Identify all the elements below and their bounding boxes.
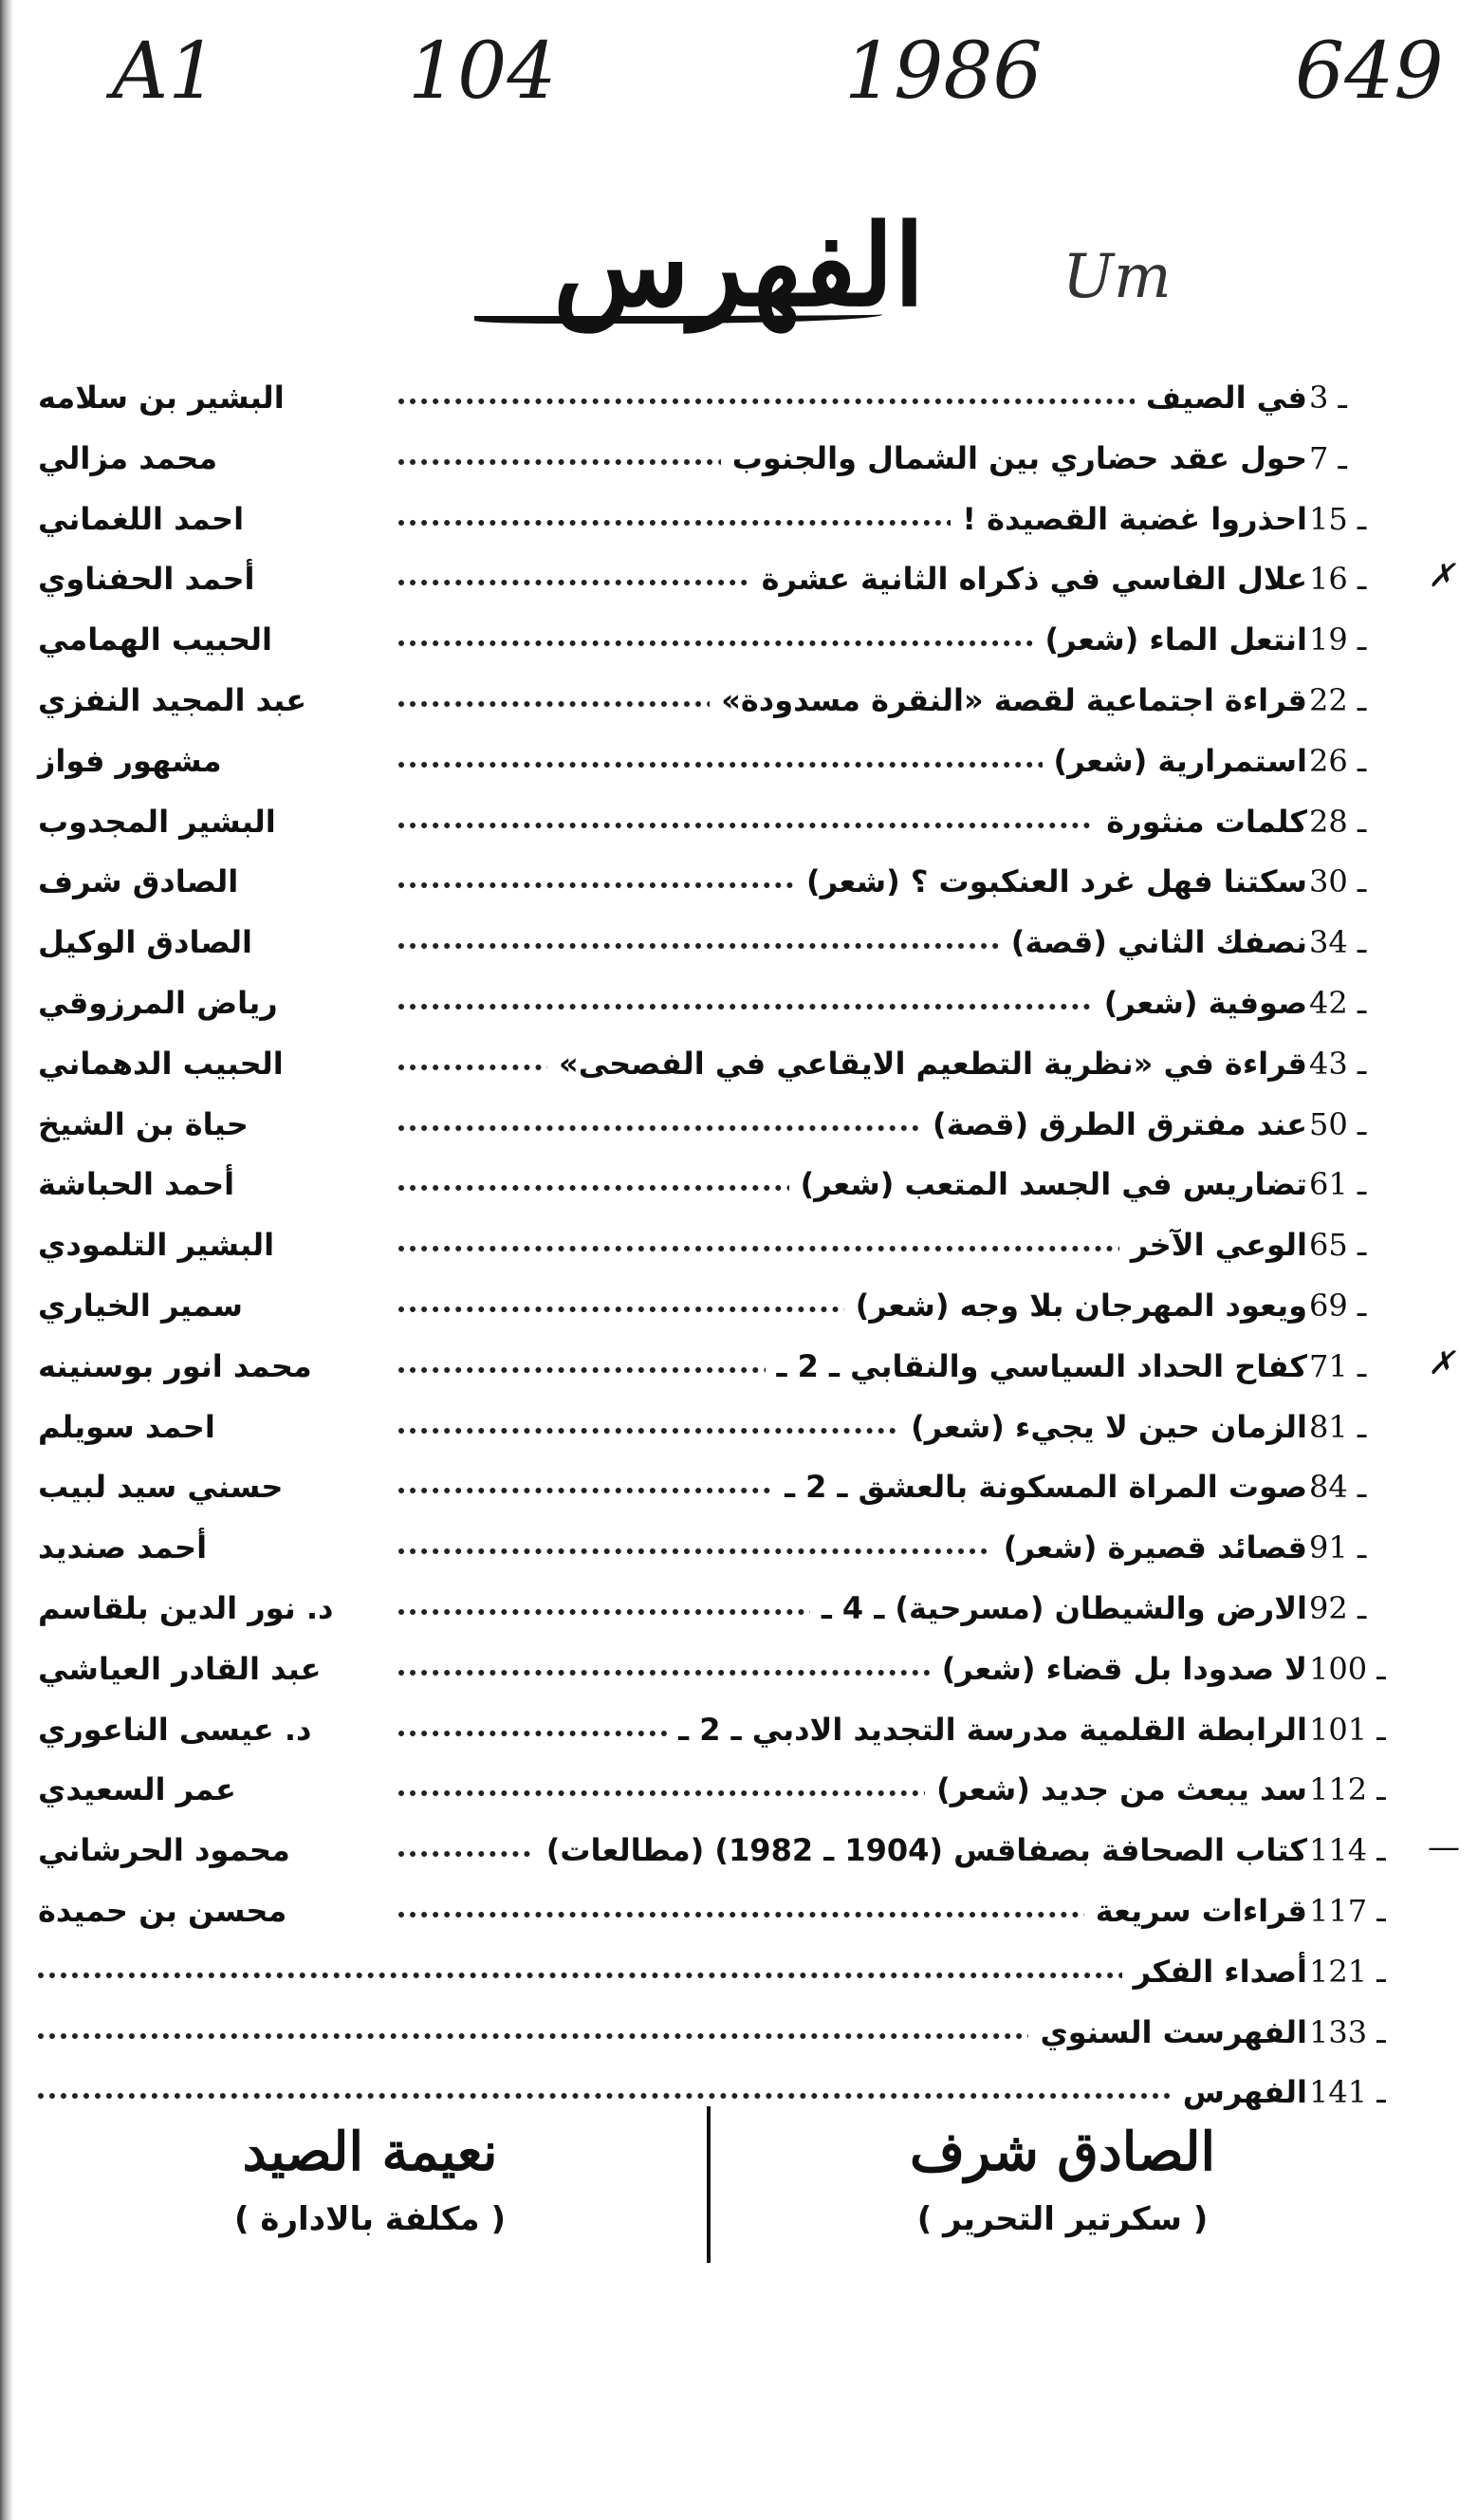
toc-dash: ـ [1347,803,1367,840]
toc-page-value: 81 [1309,1408,1348,1445]
handwritten-code: A1 [112,27,218,117]
toc-author: مشهور فواز [38,742,222,779]
toc-author: د. نور الدين بلقاسم [38,1589,334,1626]
toc-row [0,735,1478,796]
toc-dash: ـ [1347,1166,1367,1203]
toc-title: كفاح الحداد السياسي والنقابي ـ 2 ـ [766,1348,1307,1384]
toc-row [0,614,1478,675]
toc-dash: ـ [1347,984,1367,1021]
toc-page-value: 43 [1309,1045,1348,1082]
toc-page-number [1309,1893,1451,1929]
toc-title: الارض والشيطان (مسرحية) ـ 4 ـ [810,1590,1307,1626]
toc-dash: ـ [1347,1529,1367,1566]
toc-dash: ـ [1367,2074,1386,2111]
toc-page-value: 92 [1309,1589,1348,1626]
toc-row [0,1583,1478,1643]
toc-dash: ـ [1347,1589,1367,1626]
toc-title: سد يبعث من جديد (شعر) [925,1771,1307,1807]
toc-author: عبد المجيد النفزي [38,681,307,718]
toc-author: البشير المجدوب [38,803,276,840]
toc-author: محمد انور بوسنينه [38,1347,312,1384]
toc-row [0,977,1478,1038]
toc-page-number [1309,1469,1451,1505]
toc-dash: ـ [1347,1045,1367,1082]
toc-row [0,1280,1478,1341]
handwritten-number: 649 [1295,27,1444,117]
toc-author: احمد اللغماني [38,500,245,537]
handwritten-mark: ✗ [1428,1343,1455,1382]
toc-row [0,675,1478,735]
toc-title: لا صدودا بل قضاء (شعر) [931,1651,1307,1687]
toc-row [0,1825,1478,1885]
admin-role: ( مكلفة بالادارة ) [234,2200,506,2238]
toc-dash: ـ [1347,924,1367,961]
toc-page-value: 65 [1309,1227,1348,1264]
toc-page-number [1309,1954,1451,1990]
toc-row [0,1885,1478,1946]
toc-dash: ـ [1347,742,1367,779]
toc-dot-leader [38,2093,1307,2099]
toc-page-number [1309,2074,1451,2110]
toc-dash: ـ [1367,1771,1386,1808]
toc-title: انتعل الماء (شعر) [1034,621,1307,658]
toc-title: عند مفترق الطرق (قصة) [921,1106,1307,1142]
toc-author: احمد سويلم [38,1408,215,1445]
toc-page-value: 84 [1309,1469,1348,1506]
toc-page-value: 117 [1309,1892,1368,1929]
toc-row [0,1219,1478,1280]
toc-title: سكتنا فهل غرد العنكبوت ؟ (شعر) [795,863,1307,899]
toc-row [0,1158,1478,1219]
toc-page-number [1309,985,1451,1021]
handwritten-year: 1986 [844,27,1043,117]
toc-page-value: 42 [1309,984,1348,1021]
toc-dot-leader [38,1973,1307,1978]
handwritten-mark: ✗ [1428,557,1455,596]
toc-page-value: 100 [1309,1650,1368,1687]
toc-page-value: 19 [1309,621,1348,658]
toc-page-value: 22 [1309,681,1348,718]
toc-row [0,2066,1478,2127]
signature-editor [816,2121,1309,2238]
toc-dash: ـ [1347,1347,1367,1384]
toc-title: قراءة في «نظرية التطعيم الايقاعي في الفصحى» [547,1046,1307,1082]
toc-author: الصادق شرف [38,863,239,900]
toc-dash: ـ [1367,2013,1386,2050]
toc-dash: ـ [1347,681,1367,718]
toc-dash: ـ [1347,561,1367,598]
toc-title: أصداء الفكر [1122,1954,1307,1990]
toc-page-value: 141 [1309,2074,1368,2111]
toc-author: حسني سيد لبيب [38,1469,284,1506]
toc-row [0,1522,1478,1583]
toc-title: علال الفاسي في ذكراه الثانية عشرة [750,561,1307,597]
toc-page-value: 114 [1309,1832,1368,1869]
toc-page-value: 133 [1309,2013,1368,2050]
toc-title: الرابطة القلمية مدرسة التجديد الادبي ـ 2 ـ [667,1712,1307,1748]
toc-dash: ـ [1347,500,1367,537]
toc-page-number [1309,743,1451,779]
toc-author: محسن بن حميدة [38,1892,287,1929]
toc-row [0,1341,1478,1401]
toc-page-value: 26 [1309,742,1348,779]
toc-page-number [1309,1771,1451,1807]
toc-page-number [1309,682,1451,718]
toc-dash: ـ [1367,1832,1386,1869]
toc-author: عبد القادر العياشي [38,1650,322,1687]
toc-page-number [1309,621,1451,658]
editor-name: الصادق شرف [910,2121,1215,2183]
toc-title: تضاريس في الجسد المتعب (شعر) [789,1166,1307,1202]
toc-page-value: 91 [1309,1529,1348,1566]
toc-title: نصفك الثاني (قصة) [1000,924,1307,960]
toc-page-value: 28 [1309,803,1348,840]
toc-page-number [1309,1046,1451,1082]
toc-page-number [1309,804,1451,840]
toc-page-number [1309,1288,1451,1324]
toc-page-number [1309,1529,1451,1566]
toc-page-value: 121 [1309,1953,1368,1990]
toc-page-number [1309,1227,1451,1263]
toc-row [0,917,1478,977]
toc-author: حياة بن الشيخ [38,1105,249,1142]
toc-author: عمر السعيدي [38,1771,236,1808]
toc-page-value: 112 [1309,1771,1368,1808]
toc-dash: ـ [1347,1469,1367,1506]
toc-row [0,1704,1478,1765]
toc-page-number [1309,1166,1451,1202]
toc-row [0,1099,1478,1159]
toc-title: حول عقد حضاري بين الشمال والجنوب [721,440,1307,476]
toc-row [0,2007,1478,2067]
toc-page-number [1309,1651,1451,1687]
toc-row [0,372,1478,433]
toc-title: الفهرست السنوي [1028,2014,1307,2050]
toc-page-number [1309,1106,1451,1142]
toc-author: أحمد الحباشة [38,1166,235,1203]
toc-page-number [1309,380,1451,416]
toc-title: صوفية (شعر) [1093,985,1307,1021]
toc-page-value: 61 [1309,1166,1348,1203]
toc-page-value: 15 [1309,500,1348,537]
toc-dash: ـ [1347,1227,1367,1264]
toc-page-number [1309,924,1451,960]
toc-dash: ـ [1367,1953,1386,1990]
toc-title: كلمات منثورة [1095,804,1307,840]
toc-title: كتاب الصحافة بصفاقس (1904 ـ 1982) (مطالعات) [535,1832,1307,1868]
signature-admin [123,2121,617,2238]
toc-dash: ـ [1328,439,1347,476]
toc-title: الفهرس [1172,2074,1307,2110]
signature-divider [707,2106,711,2263]
toc-row [0,1461,1478,1522]
toc-title: قراءات سريعة [1084,1893,1307,1929]
toc-title: قصائد قصيرة (شعر) [992,1529,1307,1566]
toc-row [0,1038,1478,1099]
toc-page-number [1309,2014,1451,2050]
toc-dash: ـ [1347,621,1367,658]
toc-dash: ـ [1328,380,1347,416]
toc-dash: ـ [1347,1105,1367,1142]
toc-row [0,796,1478,857]
toc-author: البشير بن سلامه [38,380,285,416]
toc-title: الزمان حين لا يجيء (شعر) [899,1409,1307,1445]
handwritten-mark: — [1428,1828,1460,1867]
toc-row [0,1401,1478,1462]
handwritten-note: Um [1062,242,1172,312]
toc-page-value: 69 [1309,1287,1348,1324]
toc-dash: ـ [1347,863,1367,900]
toc-author: الحبيب الهمامي [38,621,272,658]
toc-author: محمود الحرشاني [38,1832,290,1869]
toc-dash: ـ [1367,1711,1386,1748]
toc-author: أحمد صنديد [38,1529,208,1566]
toc-dash: ـ [1367,1650,1386,1687]
toc-author: الصادق الوكيل [38,924,252,961]
toc-row [0,1946,1478,2007]
toc-row [0,1643,1478,1704]
page-title: الفهرس [553,199,925,331]
toc-title: في الصيف [1135,380,1307,416]
toc-page-number [1309,440,1451,476]
toc-author: البشير التلمودي [38,1227,275,1264]
toc-title: ويعود المهرجان بلا وجه (شعر) [844,1288,1307,1324]
toc-row [0,433,1478,493]
toc-page-value: 3 [1309,380,1329,416]
toc-row [0,553,1478,614]
toc-title: صوت المراة المسكونة بالعشق ـ 2 ـ [773,1469,1307,1505]
toc-title: قراءة اجتماعية لقصة «النقرة مسدودة» [710,682,1307,718]
toc-row [0,493,1478,554]
editor-role: ( سكرتير التحرير ) [916,2200,1209,2238]
toc-page-number [1309,501,1451,537]
handwritten-issue: 104 [408,27,557,117]
toc-dash: ـ [1347,1287,1367,1324]
toc-author: سمير الخياري [38,1287,243,1324]
toc-page-value: 71 [1309,1347,1348,1384]
toc-page-value: 7 [1309,439,1329,476]
toc-page-value: 34 [1309,924,1348,961]
toc-row [0,1764,1478,1825]
toc-author: د. عيسى الناعوري [38,1711,312,1748]
admin-name: نعيمة الصيد [242,2121,498,2183]
toc-title: استمرارية (شعر) [1043,743,1308,779]
toc-page-value: 30 [1309,863,1348,900]
toc-page-number [1309,863,1451,899]
toc-page-value: 50 [1309,1105,1348,1142]
toc-dash: ـ [1367,1892,1386,1929]
table-of-contents [0,372,1478,2127]
toc-author: أحمد الحفناوي [38,561,255,598]
toc-page-number [1309,1590,1451,1626]
toc-page-number [1309,1712,1451,1748]
toc-page-value: 101 [1309,1711,1368,1748]
toc-dash: ـ [1347,1408,1367,1445]
toc-row [0,856,1478,917]
toc-page-value: 16 [1309,561,1348,598]
toc-author: الحبيب الدهماني [38,1045,284,1082]
toc-author: رياض المرزوقي [38,984,278,1021]
toc-page-number [1309,1409,1451,1445]
toc-title: الوعي الآخر [1119,1227,1307,1263]
toc-title: احذروا غضبة القصيدة ! [951,501,1307,537]
toc-author: محمد مزالي [38,439,218,476]
